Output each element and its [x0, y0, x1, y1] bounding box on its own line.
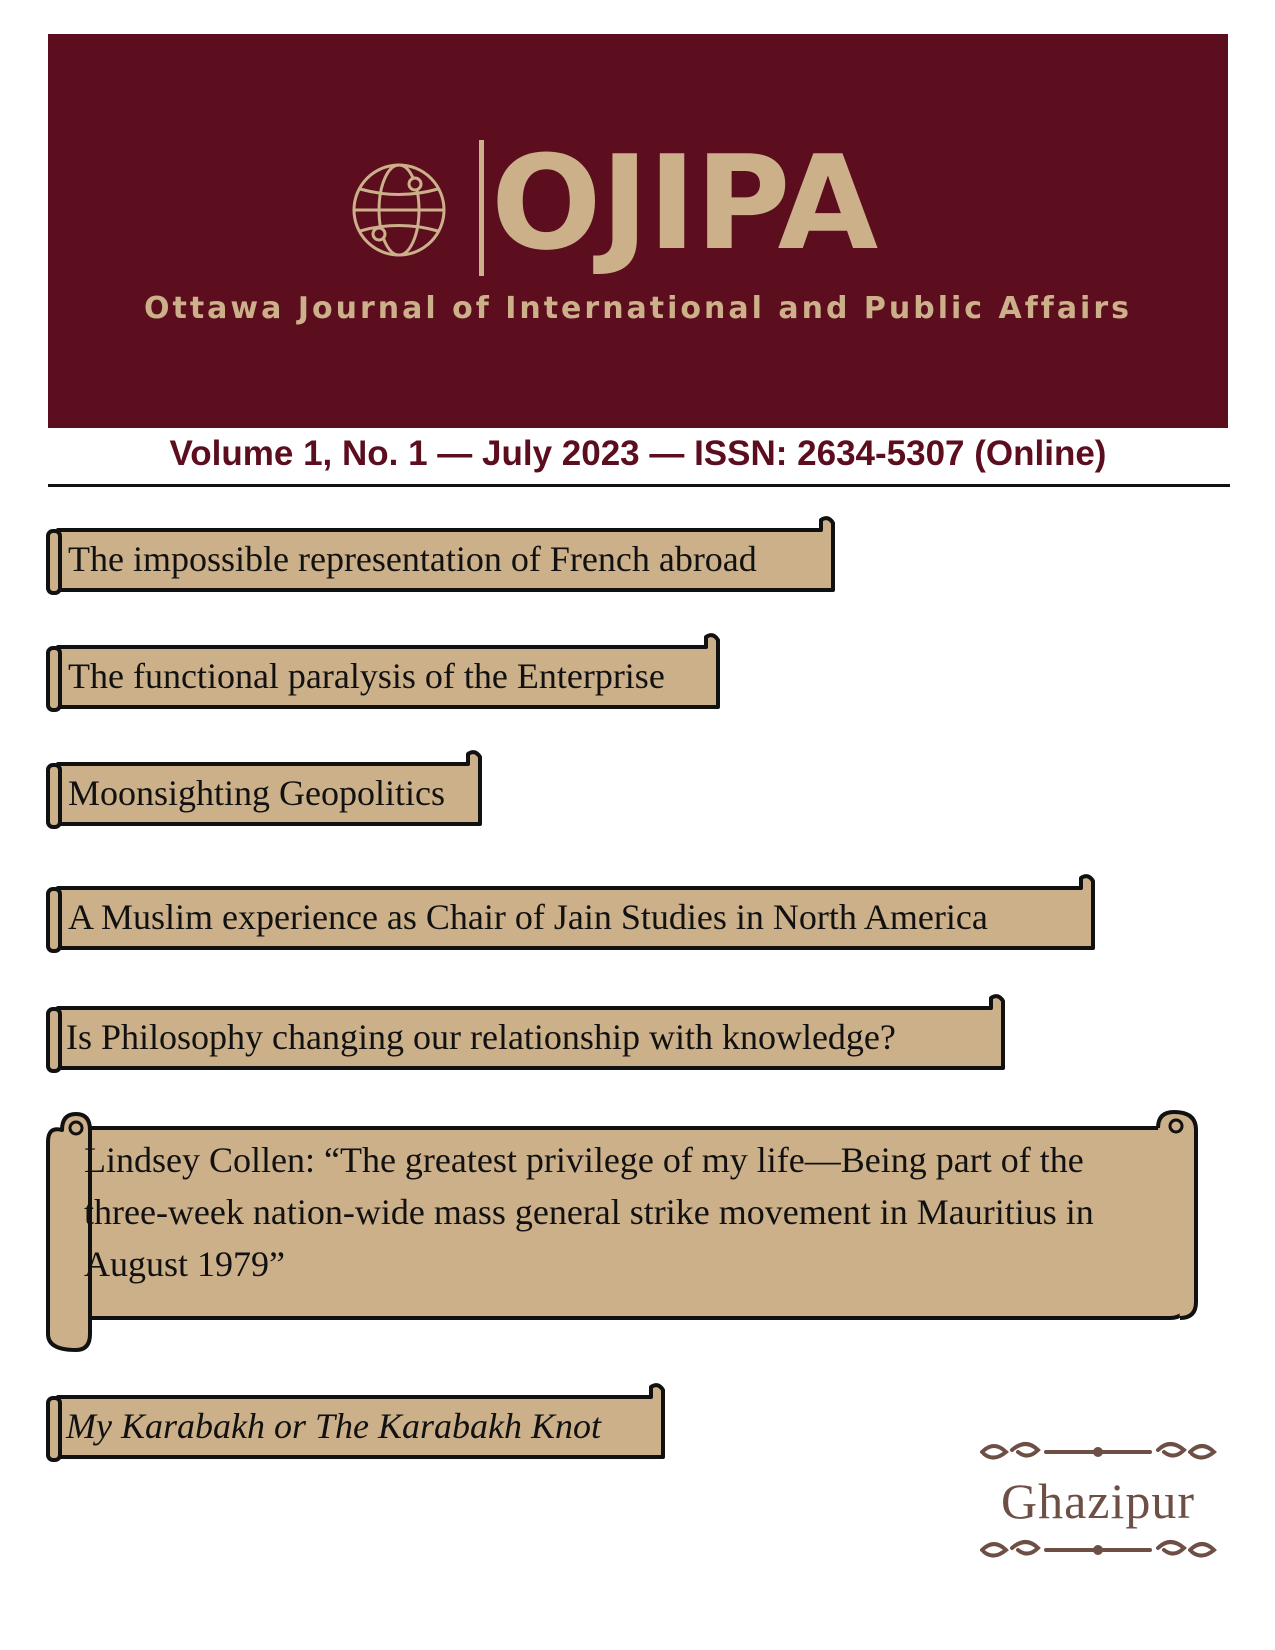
- article-scroll-5[interactable]: [46, 996, 1006, 1074]
- issue-line: Volume 1, No. 1 — July 2023 — ISSN: 2634-5307 (Online): [169, 434, 1107, 473]
- article-scroll-2[interactable]: [46, 635, 766, 713]
- article-title: A Muslim experience as Chair of Jain Studies in North America: [68, 897, 988, 937]
- article-title: My Karabakh or The Karabakh Knot: [66, 1406, 601, 1446]
- journal-banner: [48, 34, 1228, 428]
- article-scroll-4[interactable]: [46, 876, 1096, 954]
- logo-divider: [479, 140, 484, 276]
- globe-icon: [351, 162, 447, 258]
- article-scroll-3[interactable]: [46, 752, 506, 830]
- publisher-name: Ghazipur: [1000, 1473, 1196, 1529]
- article-scroll-6[interactable]: [46, 1112, 1206, 1352]
- journal-name: Ottawa Journal of International and Public Affairs: [144, 291, 1132, 326]
- article-title: The functional paralysis of the Enterprise: [68, 656, 665, 696]
- article-title: Lindsey Collen: “The greatest privilege of my life—Being part of the three-week nation-wide mass general strike movement in Mauritius in August 1979”: [84, 1140, 1094, 1284]
- journal-logo-text: OJIPA: [491, 127, 878, 279]
- article-title: Is Philosophy changing our relationship with knowledge?: [66, 1017, 896, 1057]
- article-title: Moonsighting Geopolitics: [68, 773, 445, 813]
- article-scroll-1[interactable]: [46, 518, 866, 596]
- article-title: The impossible representation of French abroad: [68, 539, 757, 579]
- header-divider: [48, 484, 1230, 487]
- article-scroll-7[interactable]: [46, 1385, 666, 1463]
